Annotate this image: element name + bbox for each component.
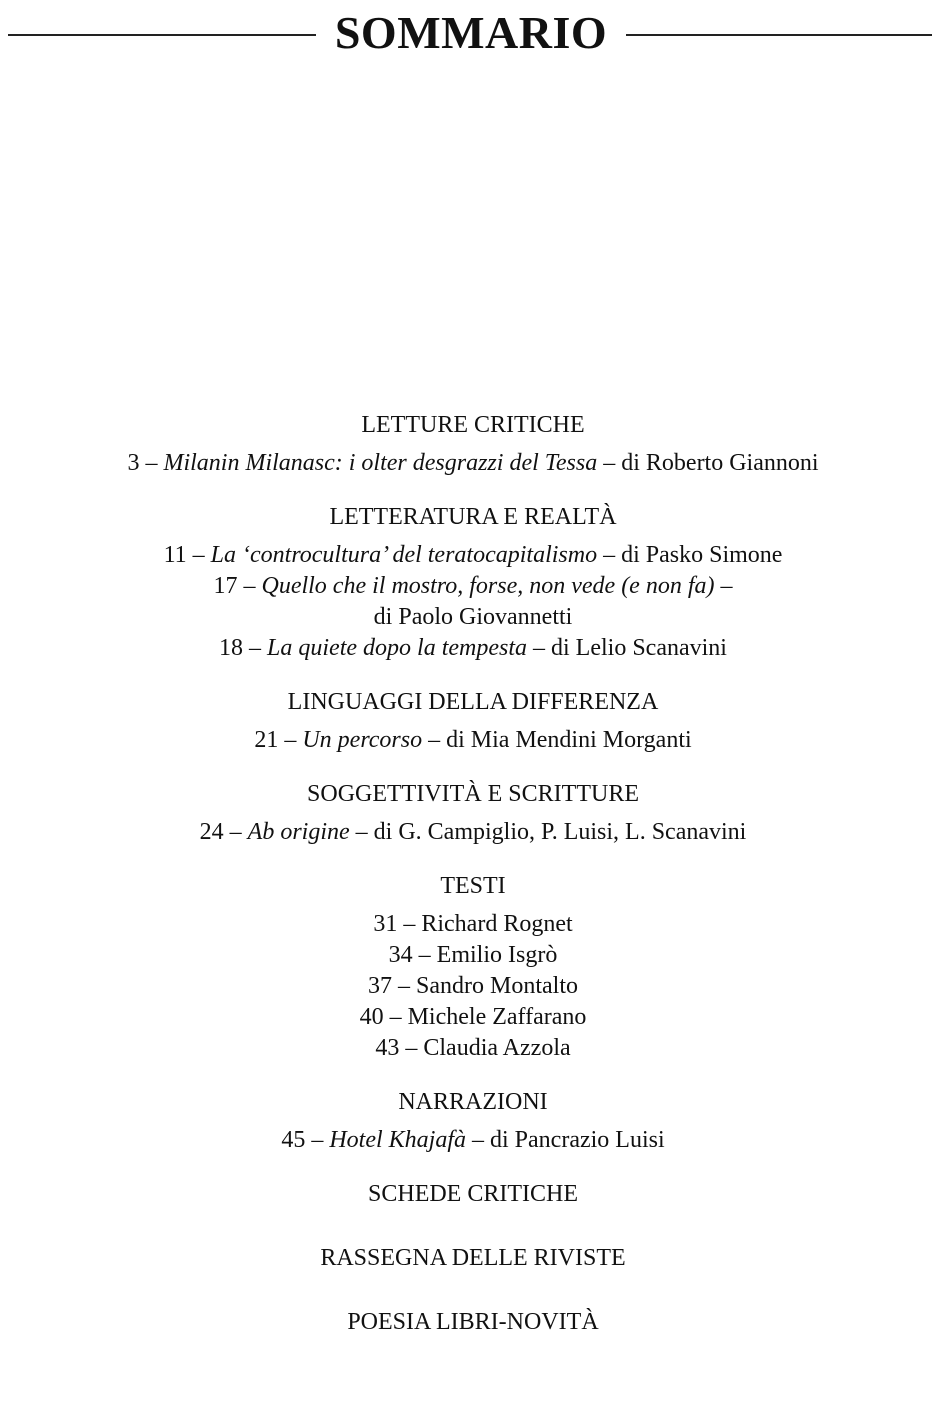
entry-work: Quello che il mostro, forse, non vede (e non fa) xyxy=(261,573,715,599)
entry-author: di G. Campiglio, P. Luisi, L. Scanavini xyxy=(373,819,747,845)
section-title: NARRAZIONI xyxy=(398,1089,548,1115)
section-schede-critiche: SCHEDE CRITICHE xyxy=(368,1181,578,1207)
entry-author: di Roberto Giannoni xyxy=(621,450,819,476)
toc-entry: 40 – Michele Zaffarano xyxy=(359,1004,587,1030)
toc-entry: 11 – La ‘controcultura’ del teratocapitalismo – di Pasko Simone xyxy=(163,542,783,568)
entry-page: 21 xyxy=(254,727,279,753)
entry-work: Un percorso xyxy=(302,727,423,753)
section-linguaggi-della-differenza xyxy=(0,687,946,756)
entry-page: 31 xyxy=(373,911,398,937)
toc-entry: 34 – Emilio Isgrò xyxy=(388,942,558,968)
entry-page: 40 xyxy=(359,1004,384,1030)
toc-entry: 31 – Richard Rognet xyxy=(373,911,573,937)
entry-page: 34 xyxy=(388,942,413,968)
section-letteratura-e-realta xyxy=(0,502,946,664)
page-title: SOMMARIO xyxy=(334,7,608,58)
toc-entry: 18 – La quiete dopo la tempesta – di Lelio Scanavini xyxy=(219,635,727,661)
entry-author: di Pancrazio Luisi xyxy=(490,1127,665,1153)
entry-name: Claudia Azzola xyxy=(423,1035,571,1061)
toc-entry: 45 – Hotel Khajafà – di Pancrazio Luisi xyxy=(281,1127,665,1153)
toc-entry: 17 – Quello che il mostro, forse, non vede (e non fa) – xyxy=(213,573,733,599)
entry-name: Emilio Isgrò xyxy=(436,942,558,968)
toc-entry-continued xyxy=(0,602,946,633)
section-poesia-libri-novita: POESIA LIBRI-NOVITÀ xyxy=(347,1309,599,1335)
entry-page: 18 xyxy=(219,635,244,661)
entry-page: 43 xyxy=(375,1035,400,1061)
toc-entry: 21 – Un percorso – di Mia Mendini Morganti xyxy=(254,727,692,753)
page-header xyxy=(0,0,946,70)
entry-author: di Mia Mendini Morganti xyxy=(446,727,692,753)
entry-work: La ‘controcultura’ del teratocapitalismo xyxy=(210,542,598,568)
section-title: SOGGETTIVITÀ E SCRITTURE xyxy=(307,781,639,807)
entry-name: Michele Zaffarano xyxy=(407,1004,587,1030)
section-testi xyxy=(0,871,946,1064)
section-narrazioni xyxy=(0,1087,946,1156)
section-title: LETTURE CRITICHE xyxy=(361,412,585,438)
entry-page: 45 xyxy=(281,1127,306,1153)
section-letture-critiche xyxy=(0,410,946,479)
entry-name: Richard Rognet xyxy=(421,911,573,937)
section-title: TESTI xyxy=(440,873,506,899)
entry-page: 37 xyxy=(368,973,392,999)
entry-page: 11 xyxy=(163,542,187,568)
toc-entry: 3 – Milanin Milanasc: i olter desgrazzi del Tessa – di Roberto Giannoni xyxy=(127,450,819,476)
entry-work: La quiete dopo la tempesta xyxy=(267,635,527,661)
toc-entry: 43 – Claudia Azzola xyxy=(375,1035,571,1061)
toc-entry: 24 – Ab origine – di G. Campiglio, P. Luisi, L. Scanavini xyxy=(199,819,747,845)
entry-work: Hotel Khajafà xyxy=(329,1127,467,1153)
title-rule-left xyxy=(8,34,316,36)
entry-author: di Pasko Simone xyxy=(621,542,783,568)
section-title: LETTERATURA E REALTÀ xyxy=(329,504,617,530)
section-soggettivita-e-scritture xyxy=(0,779,946,848)
entry-name: Sandro Montalto xyxy=(416,973,578,999)
title-rule-right xyxy=(626,34,932,36)
toc-entry: 37 – Sandro Montalto xyxy=(368,973,578,999)
entry-author: di Paolo Giovannetti xyxy=(373,604,573,630)
entry-work: Milanin Milanasc: i olter desgrazzi del Tessa xyxy=(163,450,598,476)
entry-page: 24 xyxy=(199,819,224,845)
table-of-contents xyxy=(0,410,946,1371)
entry-work: Ab origine xyxy=(247,819,350,845)
section-title: LINGUAGGI DELLA DIFFERENZA xyxy=(287,689,659,715)
section-rassegna-delle-riviste: RASSEGNA DELLE RIVISTE xyxy=(320,1245,626,1271)
entry-page: 17 xyxy=(213,573,238,599)
entry-page: 3 xyxy=(127,450,140,476)
entry-author: di Lelio Scanavini xyxy=(551,635,727,661)
